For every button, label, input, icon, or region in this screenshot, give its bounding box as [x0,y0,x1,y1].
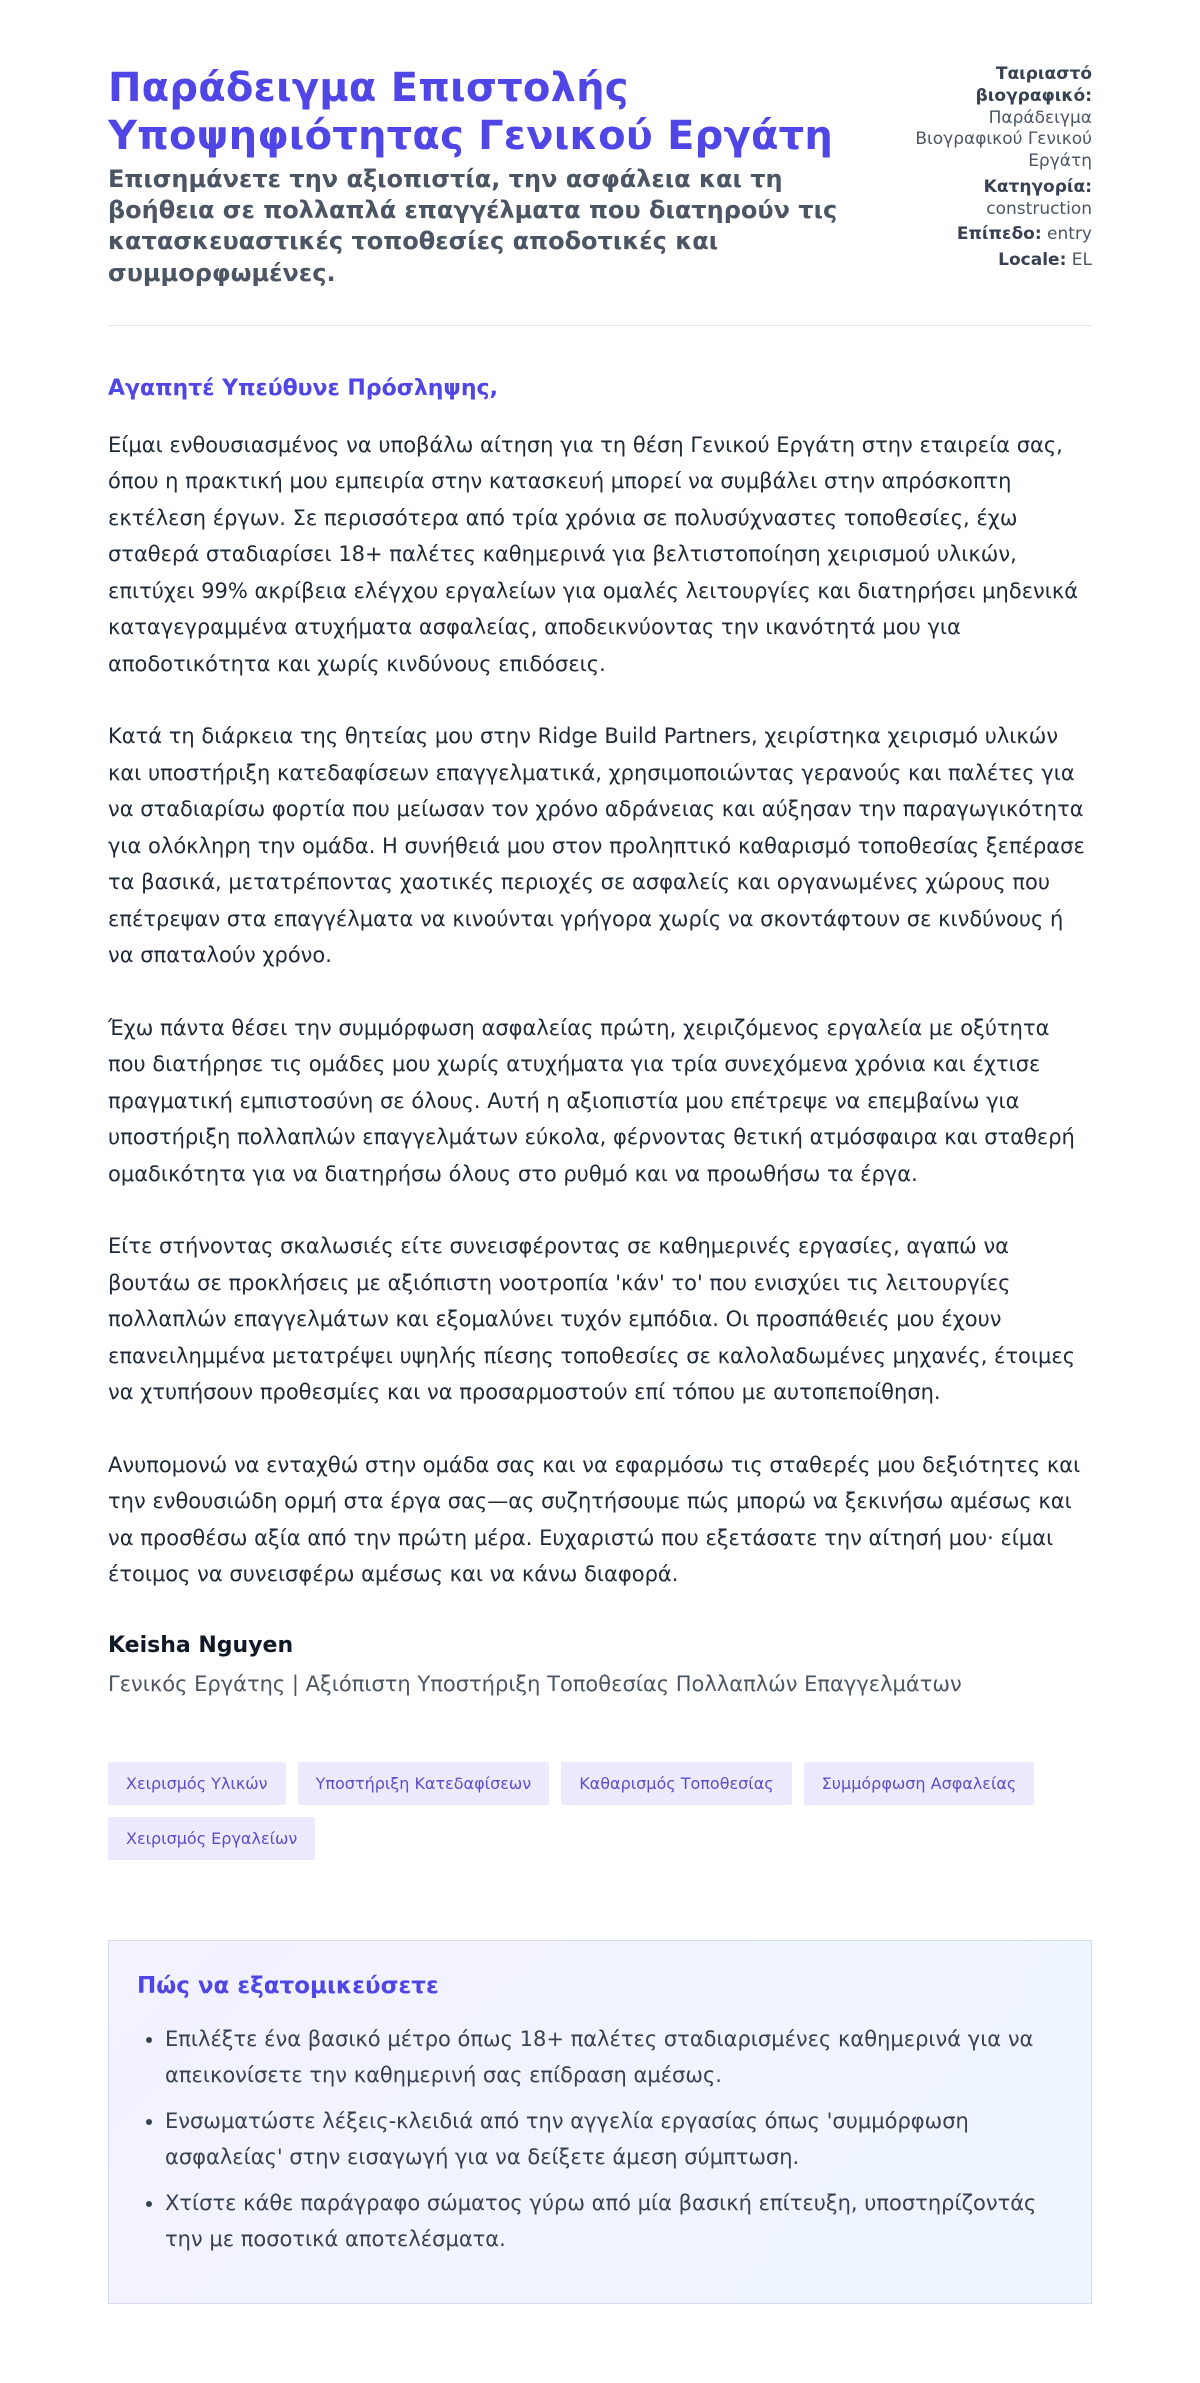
page-subtitle: Επισημάνετε την αξιοπιστία, την ασφάλεια και τη βοήθεια σε πολλαπλά επαγγέλματα που διατηρούν τις κατασκευαστικές τοποθεσίες αποδοτικές και συμμορφωμένες. [108,165,838,287]
meta-level-value: entry [1047,224,1092,245]
header-text [108,64,848,289]
tip-item: • Επιλέξτε ένα βασικό μέτρο όπως 18+ παλέτες σταδιαρισμένες καθημερινά για να απεικονίσετε την καθημερινή σας επίδραση αμέσως. [165,2021,1063,2093]
skill-tag: Χειρισμός Εργαλείων [108,1817,315,1860]
skill-tags [108,1762,1092,1860]
body-paragraph-2: Κατά τη διάρκεια της θητείας μου στην Ridge Build Partners, χειρίστηκα χειρισμό υλικών και υποστήριξη κατεδαφίσεων επαγγελματικά, χρησιμοποιώντας γερανούς και παλέτες για να σταδιαρίσω φορτία που μείωσαν τον χρόνο αδράνειας και αύξησαν την παραγωγικότητα για ολόκληρη την ομάδα. Η συνήθειά μου στον προληπτικό καθαρισμό τοποθεσίας ξεπέρασε τα βασικά, μετατρέποντας χαοτικές περιοχές σε ασφαλείς και οργανωμένες χώρους που επέτρεψαν στα επαγγέλματα να κινούνται γρήγορα χωρίς να σκοντάφτουν σε κινδύνους ή να σπαταλούν χρόνο. [108,724,1085,968]
customize-tips-box [108,1940,1092,2304]
meta-panel [892,64,1092,276]
tips-title: Πώς να εξατομικεύσετε [137,1972,439,1999]
body-paragraph-4: Είτε στήνοντας σκαλωσιές είτε συνεισφέροντας σε καθημερινές εργασίες, αγαπώ να βουτάω σε προκλήσεις με αξιόπιστη νοοτροπία 'κάν' το' που ενισχύει τις λειτουργίες πολλαπλών επαγγελμάτων και εξομαλύνει τυχόν εμπόδια. Οι προσπάθειές μου έχουν επανειλημμένα μετατρέψει υψηλής πίεσης τοποθεσίες σε καλολαδωμένες μηχανές, έτοιμες να χτυπήσουν προθεσμίες και να προσαρμοστούν επί τόπου με αυτοπεποίθηση. [108,1234,1076,1405]
meta-locale-value: EL [1071,250,1092,270]
tip-item: • Ενσωματώστε λέξεις-κλειδιά από την αγγελία εργασίας όπως 'συμμόρφωση ασφαλείας' στην εισαγωγή για να δείξετε άμεση σύμπτωση. [165,2103,1063,2175]
signature-name: Keisha Nguyen [108,1632,294,1658]
meta-category-value: construction [986,198,1092,219]
signature-block [108,1633,1092,1696]
body-paragraph-3: Έχω πάντα θέσει την συμμόρφωση ασφαλείας πρώτη, χειριζόμενος εργαλεία με οξύτητα που διατήρησε τις ομάδες μου χωρίς ατυχήματα για τρία συνεχόμενα χρόνια και έχτισε πραγματική εμπιστοσύνη σε όλους. Αυτή η αξιοπιστία μου επέτρεψε να επεμβαίνω για υποστήριξη πολλαπλών επαγγελμάτων εύκολα, φέρνοντας θετική ατμόσφαιρα και σταθερή ομαδικότητα για να διατηρήσω όλους στο ρυθμό και να προωθήσω τα έργα. [108,1015,1075,1186]
skill-tag: Χειρισμός Υλικών [108,1762,286,1805]
meta-category-label: Κατηγορία: [983,176,1092,197]
letter-header [108,64,1092,326]
skill-tag: Συμμόρφωση Ασφαλείας [804,1762,1035,1805]
meta-locale [892,250,1092,272]
tip-item: • Χτίστε κάθε παράγραφο σώματος γύρω από μία βασική επίτευξη, υποστηρίζοντάς την με ποσοτικά αποτελέσματα. [165,2185,1063,2257]
meta-resume [892,64,1092,173]
body-paragraph-1: Είμαι ενθουσιασμένος να υποβάλω αίτηση για τη θέση Γενικού Εργάτη στην εταιρεία σας, όπου η πρακτική μου εμπειρία στην κατασκευή μπορεί να συμβάλει στην απρόσκοπτη εκτέλεση έργων. Σε περισσότερα από τρία χρόνια σε πολυσύχναστες τοποθεσίες, έχω σταθερά σταδιαρίσει 18+ παλέτες καθημερινά για βελτιστοποίηση χειρισμού υλικών, επιτύχει 99% ακρίβεια ελέγχου εργαλείων για ομαλές λειτουργίες και διατηρήσει μηδενικά καταγεγραμμένα ατυχήματα ασφαλείας, αποδεικνύοντας την ικανότητά μου για αποδοτικότητα και χωρίς κινδύνους επιδόσεις. [108,432,1079,676]
meta-resume-label: Ταιριαστό βιογραφικό: [975,64,1092,106]
salutation: Αγαπητέ Υπεύθυνε Πρόσληψης, [108,375,498,401]
skill-tag: Καθαρισμός Τοποθεσίας [561,1762,791,1805]
page-title: Παράδειγμα Επιστολής Υποψηφιότητας Γενικού Εργάτη [108,65,834,159]
letter-body [108,427,1092,1593]
meta-resume-value[interactable]: Παράδειγμα Βιογραφικού Γενικού Εργάτη [915,107,1092,171]
meta-category [892,177,1092,221]
meta-level [892,224,1092,246]
meta-level-label: Επίπεδο: [956,224,1042,245]
skill-tag: Υποστήριξη Κατεδαφίσεων [298,1762,550,1805]
signature-title: Γενικός Εργάτης | Αξιόπιστη Υποστήριξη Τοποθεσίας Πολλαπλών Επαγγελμάτων [108,1671,962,1696]
tips-list [137,2021,1063,2257]
meta-locale-label: Locale: [998,250,1067,270]
body-paragraph-5: Ανυπομονώ να ενταχθώ στην ομάδα σας και να εφαρμόσω τις σταθερές μου δεξιότητες και την ενθουσιώδη ορμή στα έργα σας—ας συζητήσουμε πώς μπορώ να ξεκινήσω αμέσως και να προσθέσω αξία από την πρώτη μέρα. Ευχαριστώ που εξετάσατε την αίτησή μου· είμαι έτοιμος να συνεισφέρω αμέσως και να κάνω διαφορά. [108,1452,1081,1587]
